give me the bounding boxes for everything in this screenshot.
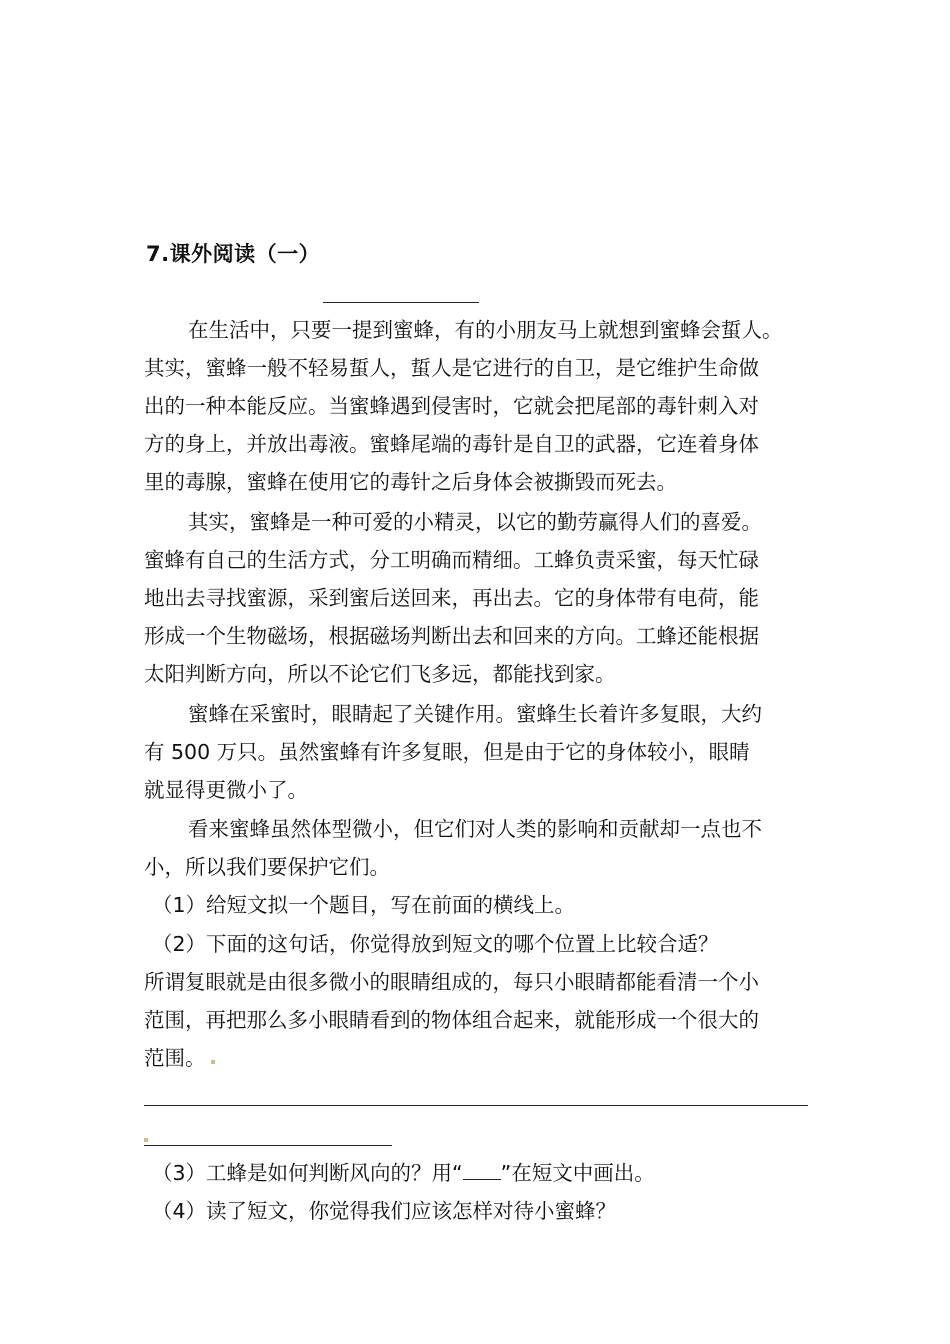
passage-line: 里的毒腺，蜜蜂在使用它的毒针之后身体会被撕毁而死去。 [144, 470, 677, 494]
passage-line: 在生活中，只要一提到蜜蜂，有的小朋友马上就想到蜜蜂会蜇人。 [188, 318, 783, 342]
question-2: （2）下面的这句话，你觉得放到短文的哪个位置上比较合适？ [152, 932, 719, 956]
section-heading: 7.课外阅读（一） [146, 242, 321, 266]
question-1: （1）给短文拟一个题目，写在前面的横线上。 [152, 893, 576, 917]
mark-dot [211, 1060, 215, 1064]
question-2-sentence: 范围。 [144, 1046, 206, 1070]
passage-line: 就显得更微小了。 [144, 778, 308, 802]
question-3-text: （3）工蜂是如何判断风向的？用“ [152, 1161, 463, 1185]
passage-line: 看来蜜蜂虽然体型微小，但它们对人类的影响和贡献却一点也不 [188, 817, 762, 841]
question-3 [152, 1154, 808, 1192]
passage-line: 蜜蜂在采蜜时，眼睛起了关键作用。蜜蜂生长着许多复眼，大约 [188, 702, 762, 726]
underline-sample [463, 1161, 501, 1180]
passage-line: 其实，蜜蜂是一种可爱的小精灵，以它的勤劳赢得人们的喜爱。 [188, 510, 762, 534]
question-2-sentence: 范围，再把那么多小眼睛看到的物体组合起来，就能形成一个很大的 [144, 1008, 759, 1032]
answer-line[interactable] [144, 1105, 808, 1106]
question-3-text-end: ”在短文中画出。 [500, 1161, 655, 1185]
passage-line: 方的身上，并放出毒液。蜜蜂尾端的毒针是自卫的武器，它连着身体 [144, 432, 759, 456]
passage-line: 蜜蜂有自己的生活方式，分工明确而精细。工蜂负责采蜜，每天忙碌 [144, 548, 759, 572]
passage-line: 其实，蜜蜂一般不轻易蜇人，蜇人是它进行的自卫，是它维护生命做 [144, 356, 759, 380]
passage-line: 小，所以我们要保护它们。 [144, 855, 390, 879]
passage-line: 有 500 万只。虽然蜜蜂有许多复眼，但是由于它的身体较小，眼睛 [144, 740, 750, 764]
question-2-sentence: 所谓复眼就是由很多微小的眼睛组成的，每只小眼睛都能看清一个小 [144, 970, 759, 994]
passage-line: 出的一种本能反应。当蜜蜂遇到侵害时，它就会把尾部的毒针刺入对 [144, 394, 759, 418]
passage-line: 太阳判断方向，所以不论它们飞多远，都能找到家。 [144, 662, 616, 686]
title-answer-blank[interactable] [323, 302, 479, 303]
passage-line: 地出去寻找蜜源，采到蜜后送回来，再出去。它的身体带有电荷，能 [144, 586, 759, 610]
answer-line[interactable] [144, 1145, 392, 1146]
passage-line: 形成一个生物磁场，根据磁场判断出去和回来的方向。工蜂还能根据 [144, 624, 759, 648]
mark-dot [144, 1138, 148, 1142]
question-4: （4）读了短文，你觉得我们应该怎样对待小蜜蜂？ [152, 1199, 617, 1223]
